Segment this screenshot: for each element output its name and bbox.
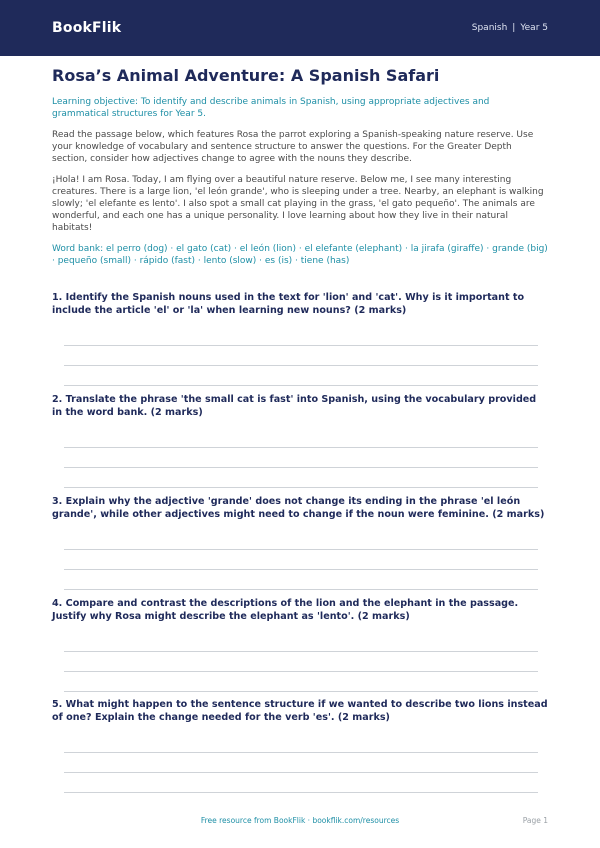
year-label: Year 5: [520, 23, 548, 33]
question-text: 1. Identify the Spanish nouns used in the text for 'lion' and 'cat'. Why is it important to include the article 'el' or 'la' when learning new nouns? (2 marks): [52, 292, 525, 316]
word-bank: Word bank: el perro (dog) · el gato (cat) · el león (lion) · el elefante (elephant) · la jirafa (giraffe) · grande (big) · pequeño (small) · rápido (fast) · lento (slow) · es (is) · tiene (has): [52, 243, 548, 267]
brand-logo[interactable]: BookFlik: [52, 20, 122, 36]
answer-line[interactable]: [64, 487, 538, 488]
answer-line[interactable]: [64, 569, 538, 570]
question-4: [52, 597, 548, 692]
learning-objective: Learning objective: To identify and describe animals in Spanish, using appropriate adjectives and grammatical structures for Year 5.: [52, 97, 490, 119]
answer-line[interactable]: [64, 752, 538, 753]
footer-credit-link[interactable]: Free resource from BookFlik · bookflik.com/resources: [200, 816, 400, 825]
answer-line[interactable]: [64, 589, 538, 590]
question-text: 3. Explain why the adjective 'grande' does not change its ending in the phrase 'el león grande', while other adjectives might need to change if the noun were feminine. (2 marks): [52, 496, 545, 520]
answer-line[interactable]: [64, 549, 538, 550]
question-3: [52, 495, 548, 590]
answer-line[interactable]: [64, 385, 538, 386]
meta-separator: |: [512, 23, 516, 33]
answer-line[interactable]: [64, 691, 538, 692]
page-header: [0, 0, 600, 56]
question-1: [52, 291, 548, 386]
instructions-paragraph: Read the passage below, which features Rosa the parrot exploring a Spanish-speaking nature reserve. Use your knowledge of vocabulary and sentence structure to answer the questions. For the Greater Depth section, consider how adjectives change to agree with the nouns they describe.: [52, 130, 534, 165]
worksheet-content: [52, 66, 548, 723]
story-passage: ¡Hola! I am Rosa. Today, I am flying over a beautiful nature reserve. Below me, I see many interesting creatures. There is a large lion, 'el león grande', who is sleeping under a tree. Nearby, an elephant is walking slowly; 'el elefante es lento'. I also spot a small cat playing in the grass, 'el gato pequeño'. The animals are wonderful, and each one has a unique personality. I love learning about how they live in their natural habitats!: [52, 174, 544, 234]
subject-label: Spanish: [471, 23, 508, 33]
answer-line[interactable]: [64, 365, 538, 366]
page-number: Page 1: [522, 816, 548, 825]
answer-line[interactable]: [64, 651, 538, 652]
question-text: 2. Translate the phrase 'the small cat is fast' into Spanish, using the vocabulary provided in the word bank. (2 marks): [52, 394, 537, 418]
answer-line[interactable]: [64, 671, 538, 672]
question-2: [52, 393, 548, 488]
worksheet-title: Rosa’s Animal Adventure: A Spanish Safari: [52, 66, 440, 85]
answer-line[interactable]: [64, 345, 538, 346]
subject-year-label: [472, 23, 548, 33]
question-text: 4. Compare and contrast the descriptions of the lion and the elephant in the passage. Justify why Rosa might describe the elephant as 'lento'. (2 marks): [52, 598, 519, 622]
answer-line[interactable]: [64, 467, 538, 468]
question-5: [52, 698, 548, 793]
answer-line[interactable]: [64, 792, 538, 793]
question-text: 5. What might happen to the sentence structure if we wanted to describe two lions instead of one? Explain the change needed for the verb 'es'. (2 marks): [52, 699, 548, 723]
answer-line[interactable]: [64, 447, 538, 448]
answer-line[interactable]: [64, 772, 538, 773]
